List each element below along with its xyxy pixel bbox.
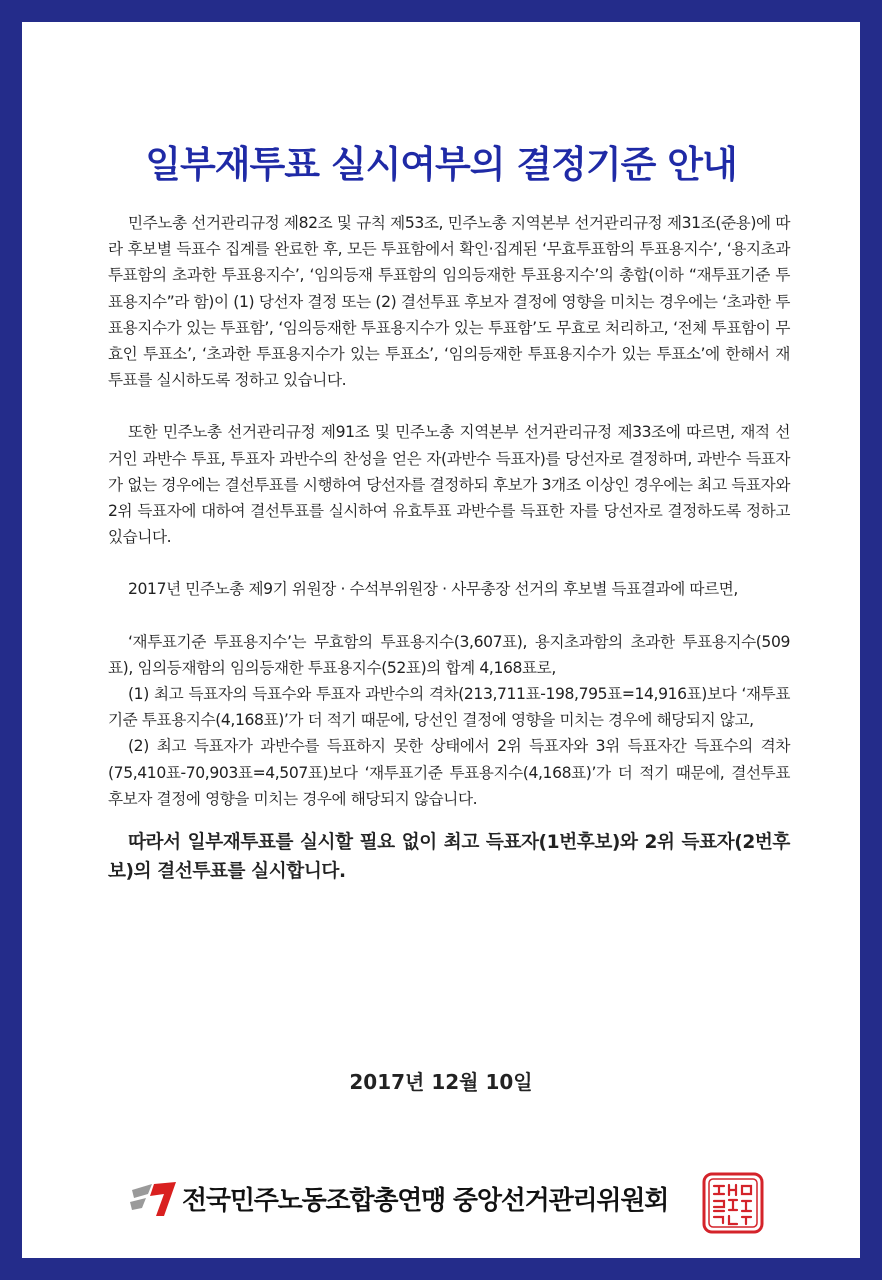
paragraph-result-intro: 2017년 민주노총 제9기 위원장 · 수석부위원장 · 사무총장 선거의 후보별 득표결과에 따르면, (128, 580, 738, 599)
paragraph-regulation-2: 또한 민주노총 선거관리규정 제91조 및 민주노총 지역본부 선거관리규정 제33조에 따르면, 재적 선거인 과반수 투표, 투표자 과반수의 찬성을 얻은 자(과반수 득표자)를 당선자로 결정하며, 과반수 득표자가 없는 경우에는 결선투표를 시행하여 당선자를 결정하되 후보가 3개조 이상인 경우에는 최고 득표자와 2위 득표자에 대하여 결선투표를 실시하여 유효투표 과반수를 득표한 자를 당선자로 결정하도록 정하고 있습니다. (108, 423, 790, 547)
document-date: 2017년 12월 10일 (349, 1070, 533, 1094)
conclusion-text: 따라서 일부재투표를 실시할 필요 없이 최고 득표자(1번후보)와 2위 득표자(2번후보)의 결선투표를 실시합니다. (108, 832, 790, 883)
document-sheet (22, 22, 860, 1258)
document-body (108, 210, 790, 886)
document-title: 일부재투표 실시여부의 결정기준 안내 (145, 143, 737, 186)
organization-name: 전국민주노동조합총연맹 중앙선거관리위원회 (182, 1186, 669, 1216)
kctu-logo-icon (130, 1182, 178, 1218)
footer (130, 1172, 770, 1232)
official-seal-icon (702, 1172, 764, 1234)
paragraph-condition-2: (2) 최고 득표자가 과반수를 득표하지 못한 상태에서 2위 득표자와 3위 득표자간 득표수의 격차(75,410표-70,903표=4,507표)보다 ‘재투표기준 투표용지수(4,168표)’가 더 적기 때문에, 결선투표 후보자 결정에 영향을 미치는 경우에 해당되지 않습니다. (108, 737, 790, 808)
paragraph-condition-1: (1) 최고 득표자의 득표수와 투표자 과반수의 격차(213,711표-198,795표=14,916표)보다 ‘재투표기준 투표용지수(4,168표)’가 더 적기 때문에, 당선인 결정에 영향을 미치는 경우에 해당되지 않고, (108, 685, 790, 730)
paragraph-revote-count: ‘재투표기준 투표용지수’는 무효함의 투표용지수(3,607표), 용지초과함의 초과한 투표용지수(509표), 임의등재함의 임의등재한 투표용지수(52표)의 합계 4,168표로, (108, 632, 790, 677)
paragraph-regulation-1: 민주노총 선거관리규정 제82조 및 규칙 제53조, 민주노총 지역본부 선거관리규정 제31조(준용)에 따라 후보별 득표수 집계를 완료한 후, 모든 투표함에서 확인·집계된 ‘무효투표함의 투표용지수’, ‘용지초과 투표함의 초과한 투표용지수’, ‘임의등재 투표함의 임의등재한 투표용지수’의 총합(이하 “재투표기준 투표용지수”라 함)이 (1) 당선자 결정 또는 (2) 결선투표 후보자 결정에 영향을 미치는 경우에는 ‘초과한 투표용지수가 있는 투표함’, ‘임의등재한 투표용지수가 있는 투표함’도 무효로 처리하고, ‘전체 투표함이 무효인 투표소’, ‘초과한 투표용지수가 있는 투표소’, ‘임의등재한 투표용지수가 있는 투표소’에 한해서 재투표를 실시하도록 정하고 있습니다. (108, 214, 790, 390)
